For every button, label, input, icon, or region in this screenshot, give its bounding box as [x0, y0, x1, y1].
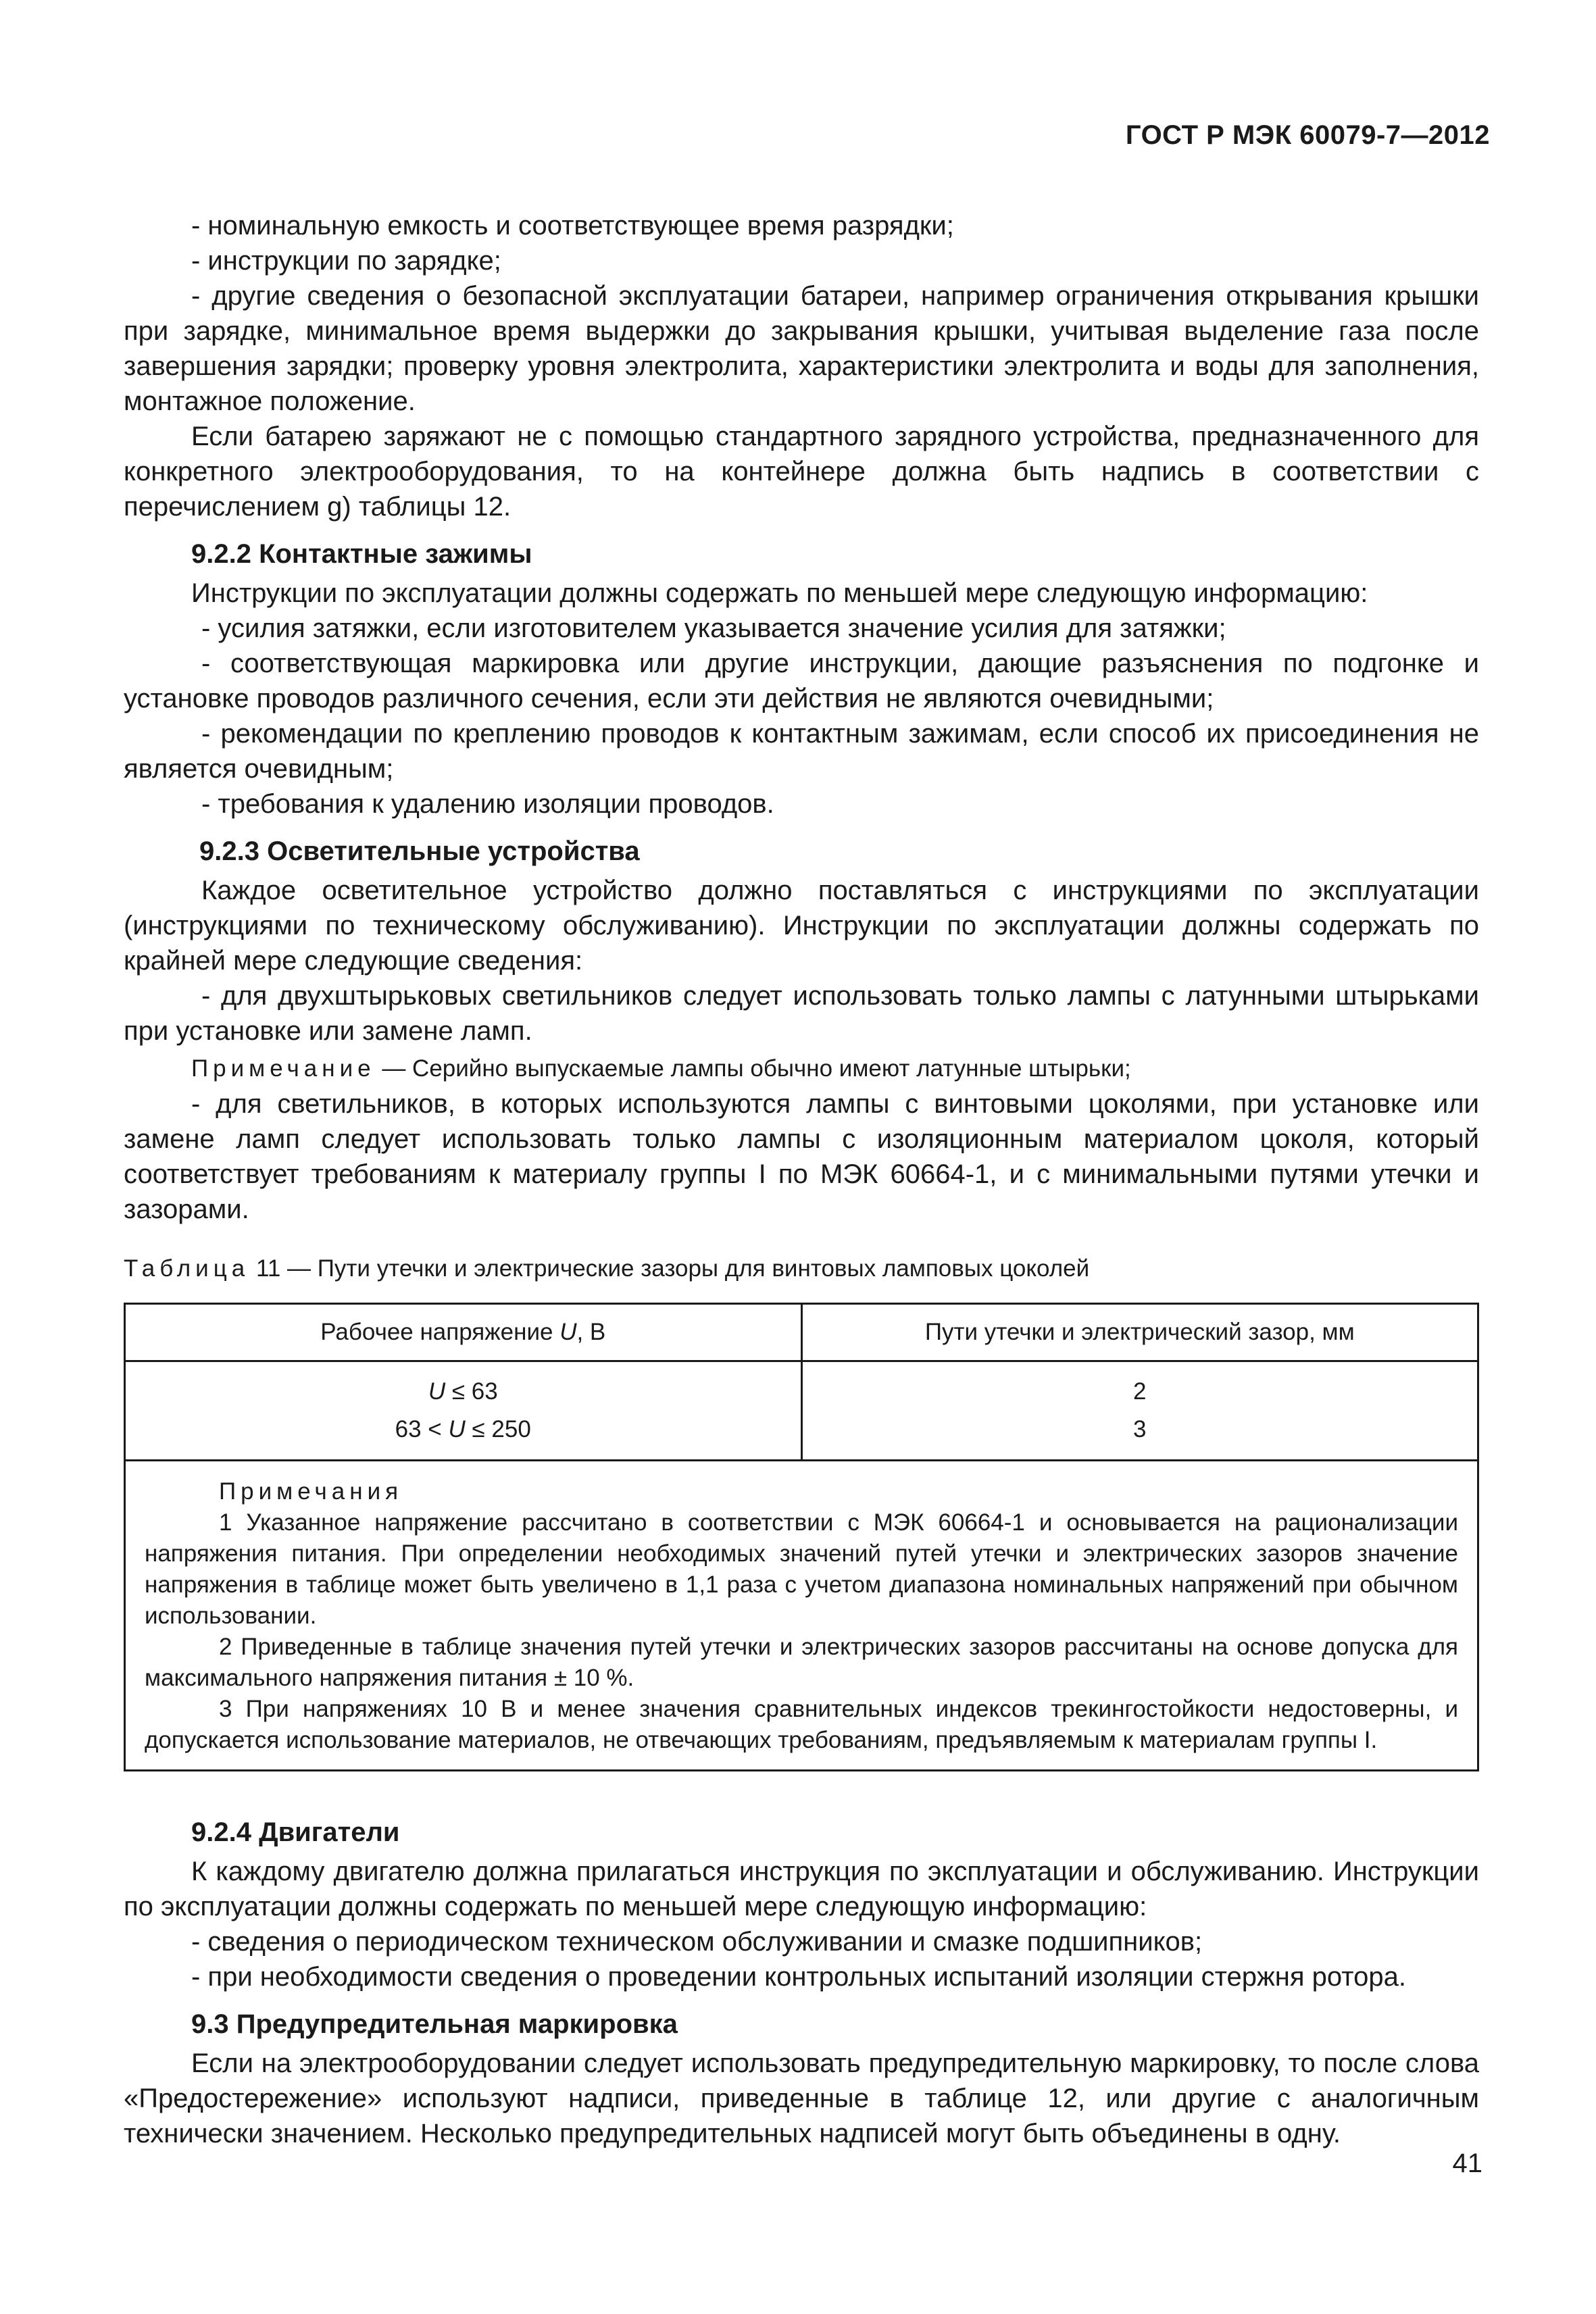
- paragraph: Каждое осветительное устройство должно поставляться с инструкциями по эксплуатации (инструкциями по техническому обслуживанию). Инструкции по эксплуатации должны содержать по крайней мере следующие сведения:: [124, 876, 1479, 976]
- voltage-value: 63 < U ≤ 250: [395, 1416, 531, 1442]
- paragraph: К каждому двигателю должна прилагаться инструкция по эксплуатации и обслуживанию. Инструкции по эксплуатации должны содержать по меньшей мере следующую информацию:: [124, 1857, 1479, 1921]
- note: [124, 1051, 1479, 1086]
- list-item: - другие сведения о безопасной эксплуатации батареи, например ограничения открывания крышки при зарядке, минимальное время выдержки до закрывания крышки, учитывая выделение газа после завершения зарядки; проверку уровня электролита, характеристики электролита и воды для заполнения, монтажное положение.: [124, 281, 1479, 416]
- table-caption-label: Таблица: [124, 1255, 250, 1282]
- header-var: U: [559, 1319, 577, 1345]
- section-heading-922: 9.2.2 Контактные зажимы: [191, 539, 532, 569]
- note-label: Примечание: [191, 1055, 376, 1082]
- list-item: - соответствующая маркировка или другие инструкции, дающие разъяснения по подгонке и установке проводов различного сечения, если эти действия не являются очевидными;: [124, 649, 1479, 713]
- section-heading-924: 9.2.4 Двигатели: [191, 1817, 400, 1847]
- header-text: Рабочее напряжение: [320, 1319, 560, 1345]
- table-notes: [125, 1461, 1478, 1771]
- table-row: [125, 1361, 1478, 1461]
- list-item: - усилия затяжки, если изготовителем указывается значение усилия для затяжки;: [201, 613, 1226, 643]
- clearance-value: 3: [1133, 1416, 1147, 1442]
- notes-title: Примечания: [219, 1478, 403, 1505]
- list-item: - при необходимости сведения о проведении контрольных испытаний изоляции стержня ротора.: [191, 1962, 1406, 1992]
- page-number: 41: [1452, 2148, 1482, 2178]
- document-code: ГОСТ Р МЭК 60079-7—2012: [1125, 120, 1490, 150]
- list-item: - требования к удалению изоляции проводов.: [201, 789, 774, 819]
- table-header-cell: [125, 1304, 802, 1361]
- section-heading-923: 9.2.3 Осветительные устройства: [199, 836, 640, 866]
- list-item: - инструкции по зарядке;: [191, 246, 501, 276]
- table-cell: [801, 1361, 1478, 1461]
- table-11: [124, 1303, 1479, 1771]
- table-header-cell: [801, 1304, 1478, 1361]
- paragraph: Если батарею заряжают не с помощью стандартного зарядного устройства, предназначенного для конкретного электрооборудования, то на контейнере должна быть надпись в соответствии с перечислением g) таблицы 12.: [124, 422, 1479, 522]
- list-item: - рекомендации по креплению проводов к контактным зажимам, если способ их присоединения не является очевидным;: [124, 719, 1479, 784]
- voltage-value: U ≤ 63: [428, 1378, 498, 1405]
- note-item: 1 Указанное напряжение рассчитано в соответствии с МЭК 60664-1 и основывается на рационализации напряжения питания. При определении необходимых значений путей утечки и электрических зазоров значение напряжения в таблице может быть увеличено в 1,1 раза с учетом диапазона номинальных напряжений при обычном использовании.: [145, 1509, 1458, 1629]
- clearance-value: 2: [1133, 1378, 1147, 1405]
- note-item: 2 Приведенные в таблице значения путей утечки и электрических зазоров рассчитаны на основе допуска для максимального напряжения питания ± 10 %.: [145, 1634, 1458, 1691]
- header-text: , В: [576, 1319, 606, 1345]
- table-cell: [125, 1361, 802, 1461]
- note-item: 3 При напряжениях 10 В и менее значения сравнительных индексов трекингостойкости недостоверны, и допускается использование материалов, не отвечающих требованиям, предъявляемым к материалам группы I.: [145, 1696, 1458, 1753]
- paragraph: Инструкции по эксплуатации должны содержать по меньшей мере следующую информацию:: [191, 578, 1368, 608]
- table-caption-text: 11 — Пути утечки и электрические зазоры для винтовых ламповых цоколей: [249, 1255, 1090, 1282]
- note-text: — Серийно выпускаемые лампы обычно имеют латунные штырьки;: [375, 1055, 1131, 1082]
- header-text: Пути утечки и электрический зазор, мм: [924, 1319, 1355, 1345]
- list-item: - для двухштырьковых светильников следует использовать только лампы с латунными штырьками при установке или замене ламп.: [124, 981, 1479, 1046]
- list-item: - сведения о периодическом техническом обслуживании и смазке подшипников;: [191, 1927, 1203, 1957]
- list-item: - для светильников, в которых используются лампы с винтовыми цоколями, при установке или замене ламп следует использовать только лампы с изоляционным материалом цоколя, который соответствует требованиям к материалу группы I по МЭК 60664-1, и с минимальными путями утечки и зазорами.: [124, 1089, 1479, 1224]
- section-heading-93: 9.3 Предупредительная маркировка: [191, 2009, 678, 2039]
- table-header-row: [125, 1304, 1478, 1361]
- page-content: [124, 208, 1479, 2151]
- list-item: - номинальную емкость и соответствующее время разрядки;: [191, 211, 954, 241]
- table-caption: [124, 1251, 1479, 1286]
- paragraph: Если на электрооборудовании следует использовать предупредительную маркировку, то после слова «Предостережение» используют надписи, приведенные в таблице 12, или другие с аналогичным технически значением. Несколько предупредительных надписей могут быть объединены в одну.: [124, 2048, 1479, 2148]
- table-notes-row: [125, 1461, 1478, 1771]
